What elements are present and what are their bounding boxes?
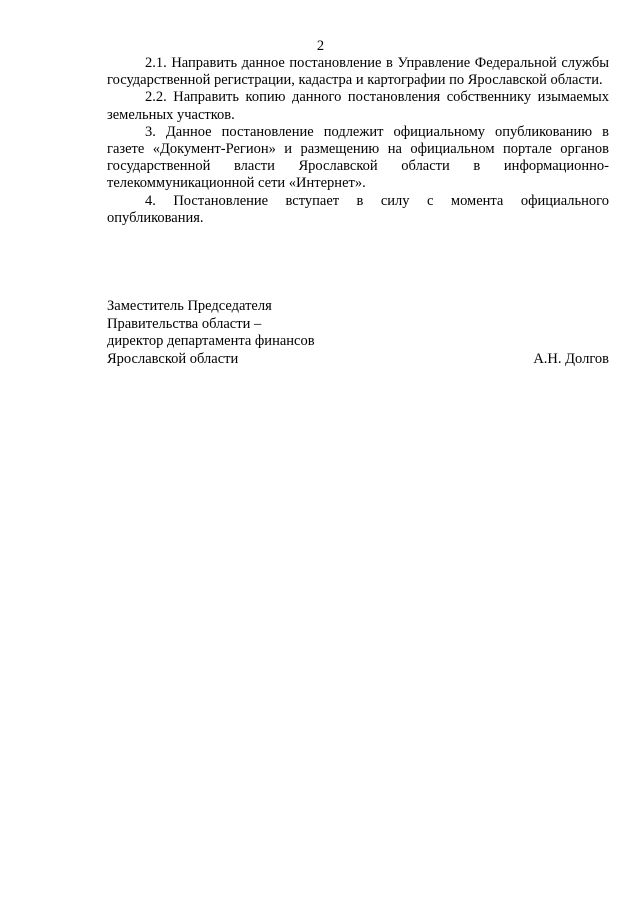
signatory-title-line: Ярославской области xyxy=(107,350,239,367)
page-number: 2 xyxy=(316,38,325,54)
signatory-title-line: Правительства области – xyxy=(107,315,262,332)
paragraph-4: 4. Постановление вступает в силу с момента официального опубликования. xyxy=(107,192,609,226)
signature-block xyxy=(107,298,609,368)
signatory-title-line: директор департамента финансов xyxy=(107,333,315,350)
signatory-name: А.Н. Долгов xyxy=(533,350,609,367)
signatory-last-row xyxy=(107,351,609,369)
paragraph-2-1: 2.1. Направить данное постановление в Управление Федеральной службы государственной регистрации, кадастра и картографии по Ярославской области. xyxy=(107,55,609,89)
signatory-title-line: Заместитель Председателя xyxy=(107,298,272,314)
paragraph-3: 3. Данное постановление подлежит официальному опубликованию в газете «Документ-Регион» и размещению на официальном портале органов государственной власти Ярославской области в информационно-телекоммуникационной сети «Интернет». xyxy=(107,123,609,192)
document-body xyxy=(107,55,609,227)
paragraph-2-2: 2.2. Направить копию данного постановления собственнику изымаемых земельных участков. xyxy=(107,89,609,123)
